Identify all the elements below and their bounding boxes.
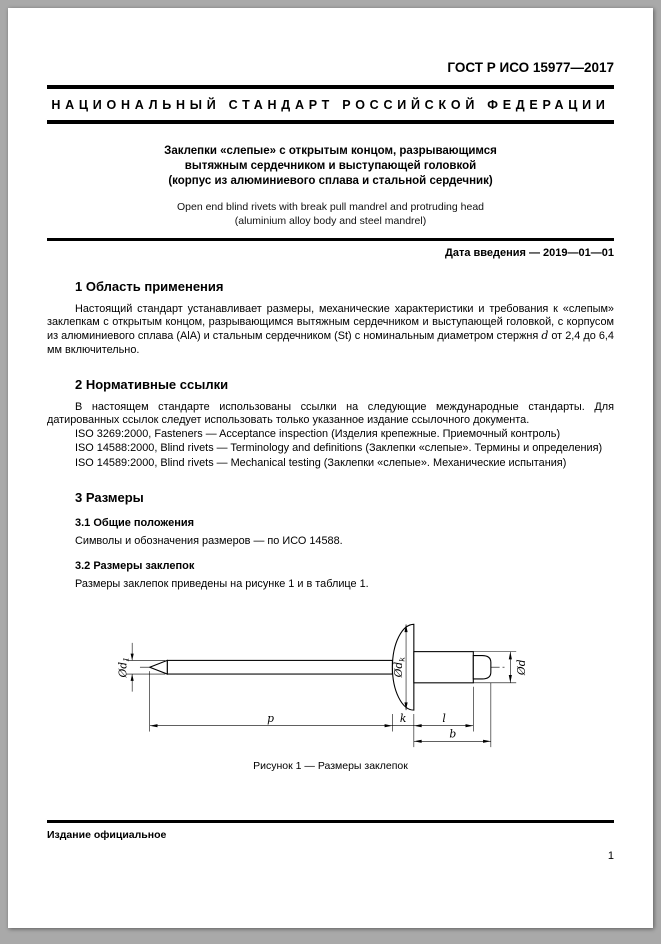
section-1-heading: 1 Область применения (75, 279, 224, 294)
dim-label-b: b (448, 727, 456, 741)
mandrel-head (473, 656, 491, 679)
screenshot-root (0, 8, 661, 944)
document-page (8, 8, 653, 928)
figure-1 (47, 599, 614, 772)
section-2-paragraph: В настоящем стандарте использованы ссылки на следующие международные стандарты. Для датированных ссылок следует использовать только указанное издание ссылочного документа. (47, 400, 614, 427)
title-ru-line-2: вытяжным сердечником и выступающей головкой (184, 160, 477, 172)
normative-ref-iso-14589: ISO 14589:2000, Blind rivets — Mechanical testing (Заклепки «слепые». Механические испытания) (75, 456, 567, 469)
subsection-3-2-text: Размеры заклепок приведены на рисунке 1 и в таблице 1. (75, 578, 369, 591)
rivet-dimension-drawing (116, 599, 546, 753)
edition-note: Издание официальное (47, 829, 167, 841)
rivet-body (413, 652, 472, 683)
figure-1-caption: Рисунок 1 — Размеры заклепок (253, 760, 408, 773)
title-ru-line-3: (корпус из алюминиевого сплава и стальной сердечник) (168, 175, 493, 187)
page-footer (47, 820, 614, 862)
title-english (47, 200, 614, 228)
symbol-d: d (541, 329, 549, 343)
section-3-heading: 3 Размеры (75, 489, 144, 505)
divider-header-bottom (47, 120, 614, 124)
title-ru-line-1: Заклепки «слепые» с открытым концом, разрывающимся (164, 145, 497, 157)
subsection-3-1-text: Символы и обозначения размеров — по ИСО 14588. (75, 534, 343, 547)
dim-label-l: l (441, 712, 446, 726)
section-2-heading: 2 Нормативные ссылки (75, 376, 229, 392)
mandrel-stem (167, 661, 392, 675)
doc-number: ГОСТ Р ИСО 15977—2017 (447, 60, 614, 75)
mandrel-tip (149, 661, 167, 675)
rivet-outline (149, 625, 490, 711)
page-number: 1 (607, 850, 614, 862)
divider-title (47, 238, 614, 241)
section-1-paragraph (47, 303, 614, 357)
scope-text-after: от 2,4 до 6,4 мм включительно. (47, 330, 614, 356)
dim-label-dk: $Ød_k$ (391, 657, 407, 678)
dim-label-d: Ød (514, 659, 528, 676)
national-standard-banner: НАЦИОНАЛЬНЫЙ СТАНДАРТ РОССИЙСКОЙ ФЕДЕРАЦИИ (51, 98, 610, 112)
title-en-line-2: (aluminium alloy body and steel mandrel) (234, 215, 427, 227)
dimension-arrows (130, 625, 511, 744)
dimension-lines (126, 625, 516, 748)
normative-ref-iso-3269: ISO 3269:2000, Fasteners — Acceptance inspection (Изделия крепежные. Приемочный контроль) (75, 428, 561, 441)
scope-text-before: Настоящий стандарт устанавливает размеры, механические характеристики и требования к «слепым» заклепкам с открытым концом, разрывающимся вытяжным сердечником и выступающей головкой, с корпусом из алюминиевого сплава (AlA) и стальным сердечником (St) с номинальным диаметром стержня (47, 303, 614, 343)
normative-ref-iso-14588: ISO 14588:2000, Blind rivets — Terminology and definitions (Заклепки «слепые». Термины и определения) (75, 442, 603, 455)
subsection-3-1-heading: 3.1 Общие положения (75, 516, 195, 529)
dim-label-k: k (399, 712, 406, 726)
divider-footer (47, 820, 614, 823)
effective-date: Дата введения — 2019—01—01 (445, 247, 614, 259)
dim-label-d1: $Ød_1$ (115, 657, 131, 678)
page-content (8, 8, 653, 772)
subsection-3-2-heading: 3.2 Размеры заклепок (75, 560, 195, 573)
title-en-line-1: Open end blind rivets with break pull mandrel and protruding head (176, 201, 485, 213)
title-russian (47, 144, 614, 189)
dim-label-p: p (266, 712, 274, 726)
